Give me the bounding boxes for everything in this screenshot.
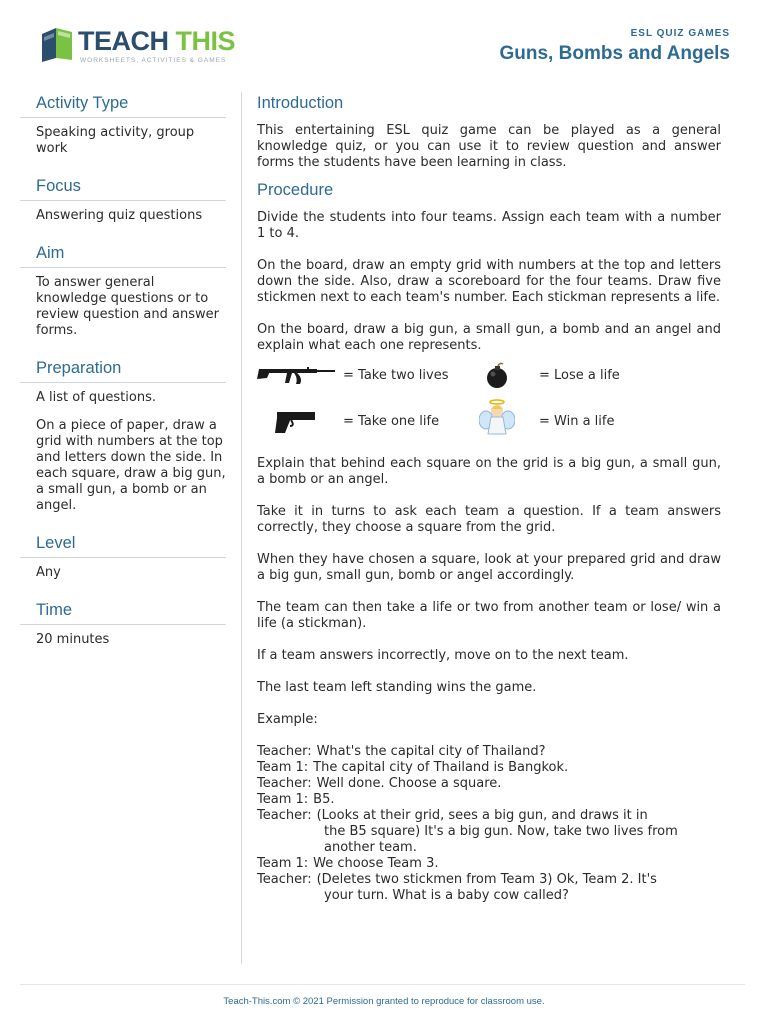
- preparation-text-2: On a piece of paper, draw a grid with numbers at the top and letters down the side. In each square, draw a big gun, a small gun, a bomb or an angel.: [36, 418, 226, 513]
- teach-this-logo[interactable]: [38, 22, 238, 70]
- procedure-paragraph-4: Explain that behind each square on the grid is a big gun, a small gun, a bomb or an angel.: [257, 456, 721, 487]
- legend-big-gun-text: = Take two lives: [343, 368, 449, 383]
- dialogue-speaker: Teacher:: [257, 744, 312, 759]
- aim-section: [20, 244, 226, 339]
- angel-icon: [479, 398, 515, 438]
- procedure-paragraph-6: When they have chosen a square, look at your prepared grid and draw a big gun, small gun, bomb or angel accordingly.: [257, 552, 721, 583]
- column-divider: [241, 92, 242, 964]
- dialogue-line: [257, 856, 721, 872]
- aim-text: To answer general knowledge questions or to review question and answer forms.: [36, 275, 219, 338]
- introduction-text: This entertaining ESL quiz game can be played as a general knowledge quiz, or you can use it to review question and answer forms the students have been learning in class.: [257, 123, 721, 170]
- time-heading: Time: [20, 601, 226, 625]
- preparation-text-1: A list of questions.: [36, 390, 156, 405]
- legend-bomb: [483, 362, 723, 392]
- level-section: [20, 534, 226, 581]
- dialogue-text: The capital city of Thailand is Bangkok.: [313, 760, 569, 775]
- dialogue-speaker: Team 1:: [257, 792, 309, 807]
- dialogue-speaker: Teacher:: [257, 776, 312, 791]
- legend-bomb-text: = Lose a life: [539, 368, 620, 383]
- legend-big-gun: [257, 362, 487, 392]
- bomb-icon: [483, 362, 513, 390]
- dialogue-text: We choose Team 3.: [313, 856, 439, 871]
- focus-heading: Focus: [20, 177, 226, 201]
- introduction-heading: Introduction: [257, 94, 344, 112]
- dialogue-line: [257, 776, 721, 792]
- dialogue-speaker: Team 1:: [257, 760, 309, 775]
- dialogue-line: [257, 808, 721, 824]
- dialogue-continuation: your turn. What is a baby cow called?: [324, 888, 569, 903]
- focus-text: Answering quiz questions: [36, 208, 203, 223]
- level-text: Any: [36, 565, 61, 580]
- dialogue-continuation: the B5 square) It's a big gun. Now, take two lives from another team.: [324, 824, 678, 855]
- dialogue-speaker: Teacher:: [257, 872, 312, 887]
- legend-angel-text: = Win a life: [539, 414, 615, 429]
- example-label: Example:: [257, 712, 318, 727]
- dialogue-line: [257, 744, 721, 760]
- preparation-section: [20, 359, 226, 514]
- dialogue-text: What's the capital city of Thailand?: [316, 744, 546, 759]
- logo-main-text: TEACH: [78, 26, 169, 56]
- aim-heading: Aim: [20, 244, 226, 268]
- procedure-paragraph-3: On the board, draw a big gun, a small gun, a bomb and an angel and explain what each one represents.: [257, 322, 721, 353]
- dialogue-text: (Deletes two stickmen from Team 3) Ok, Team 2. It's: [316, 872, 657, 887]
- dialogue-text: B5.: [313, 792, 335, 807]
- symbol-legend: [257, 362, 721, 456]
- footer-copyright: Teach-This.com © 2021 Permission granted to reproduce for classroom use.: [223, 996, 545, 1007]
- activity-type-section: [20, 94, 226, 157]
- preparation-heading: Preparation: [20, 359, 226, 383]
- dialogue-line: [257, 872, 721, 888]
- main-content: [257, 94, 721, 904]
- dialogue-speaker: Team 1:: [257, 856, 309, 871]
- legend-small-gun: [257, 408, 487, 438]
- example-dialogue: [257, 744, 721, 904]
- time-text: 20 minutes: [36, 632, 110, 647]
- activity-type-heading: Activity Type: [20, 94, 226, 118]
- dialogue-speaker: Teacher:: [257, 808, 312, 823]
- dialogue-text: (Looks at their grid, sees a big gun, and draws it in: [316, 808, 648, 823]
- activity-type-text: Speaking activity, group work: [36, 125, 195, 156]
- footer-divider: [20, 984, 745, 985]
- dialogue-line: [257, 792, 721, 808]
- procedure-paragraph-5: Take it in turns to ask each team a question. If a team answers correctly, they choose a square from the grid.: [257, 504, 721, 535]
- procedure-paragraph-1: Divide the students into four teams. Assign each team with a number 1 to 4.: [257, 210, 721, 241]
- time-section: [20, 601, 226, 648]
- procedure-heading: Procedure: [257, 181, 334, 199]
- logo-wordmark: [78, 26, 235, 57]
- sidebar: [20, 94, 226, 668]
- legend-small-gun-text: = Take one life: [343, 414, 440, 429]
- category-label: ESL QUIZ GAMES: [630, 28, 730, 39]
- page-title: Guns, Bombs and Angels: [499, 43, 730, 64]
- rifle-icon: [257, 362, 337, 386]
- focus-section: [20, 177, 226, 224]
- logo-tagline: WORKSHEETS, ACTIVITIES & GAMES: [80, 57, 227, 64]
- procedure-paragraph-9: The last team left standing wins the game.: [257, 680, 537, 695]
- procedure-paragraph-8: If a team answers incorrectly, move on to the next team.: [257, 648, 629, 663]
- procedure-paragraph-2: On the board, draw an empty grid with numbers at the top and letters down the side. Also, draw a scoreboard for the four teams. Draw five stickmen next to each team's number. Each stickman represents a life.: [257, 258, 721, 305]
- page-header: [0, 0, 768, 90]
- level-heading: Level: [20, 534, 226, 558]
- logo-accent-text: THIS: [175, 26, 236, 56]
- dialogue-line: [257, 760, 721, 776]
- pistol-icon: [257, 408, 317, 434]
- dialogue-text: Well done. Choose a square.: [316, 776, 502, 791]
- legend-angel: [479, 398, 719, 428]
- book-logo-icon: [38, 24, 78, 64]
- procedure-paragraph-7: The team can then take a life or two from another team or lose/ win a life (a stickman).: [257, 600, 721, 631]
